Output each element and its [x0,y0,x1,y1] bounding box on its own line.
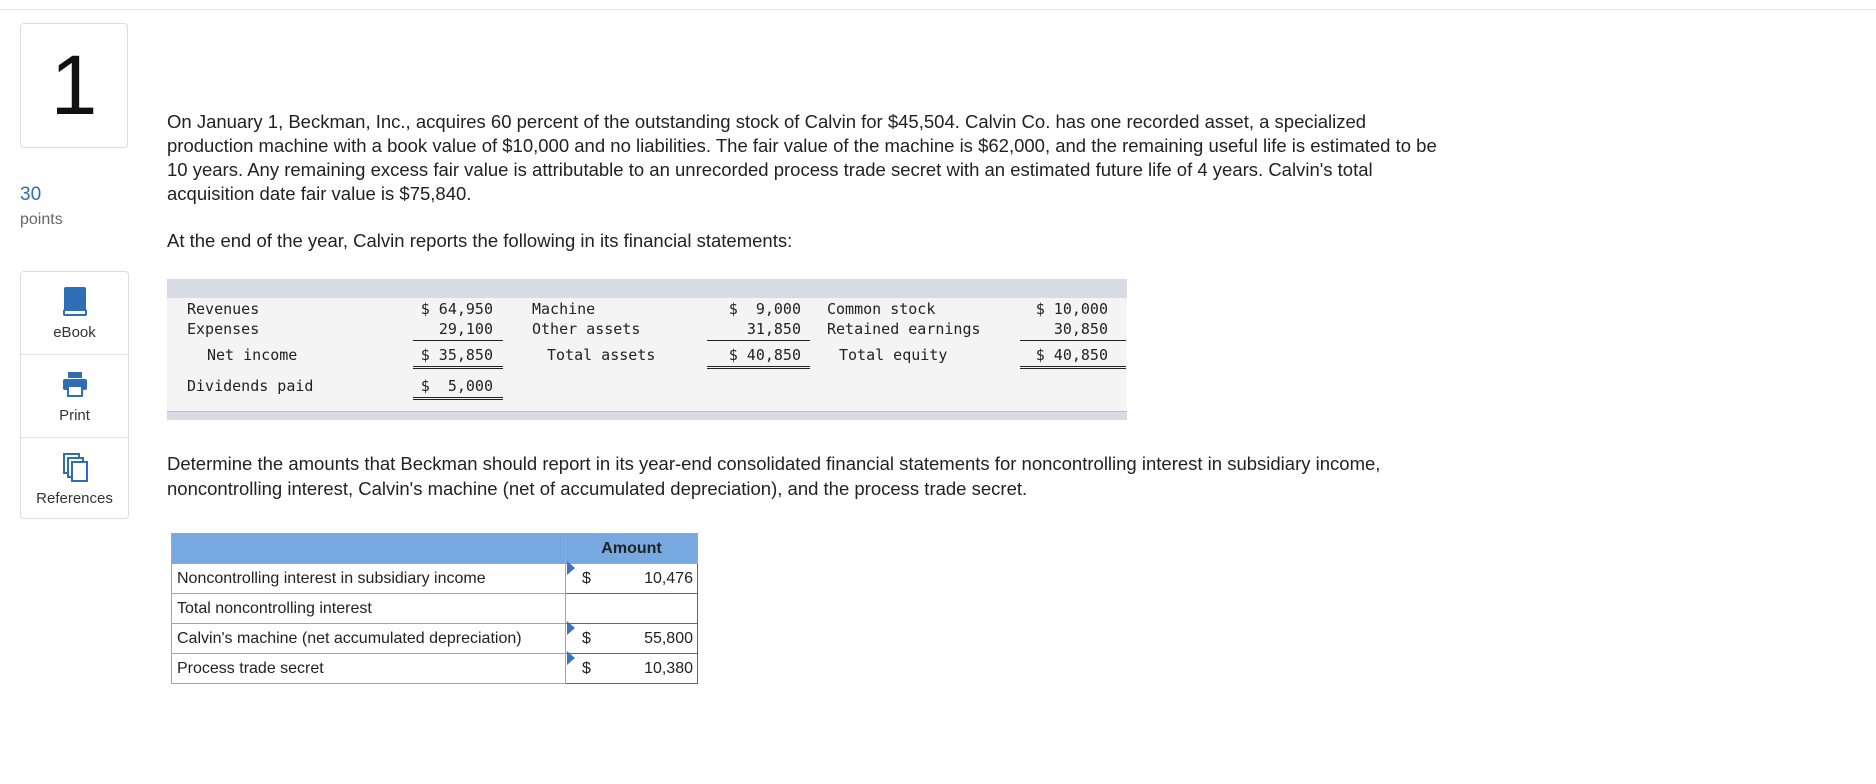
points-label: points [20,211,63,228]
ebook-button[interactable] [21,272,128,355]
total-equity-value-text: $ 40,850 [1035,346,1108,364]
machine-value [707,300,810,318]
machine-label: Machine [532,300,596,318]
answer-marker-icon [567,561,575,575]
answer-header-label [172,534,566,564]
financial-footer-band [167,411,1127,420]
expenses-value [413,320,503,341]
currency-symbol: $ [582,659,591,677]
amount-value: 55,800 [644,629,693,647]
common-stock-label: Common stock [827,300,936,318]
print-button[interactable] [21,355,128,438]
ebook-label: eBook [53,323,96,341]
currency-symbol: $ [582,629,591,647]
amount-value: 10,380 [644,659,693,677]
trade-secret-input[interactable] [566,654,698,684]
answer-row [172,654,698,684]
other-assets-value-text: 31,850 [746,320,801,338]
currency-symbol: $ [582,569,591,587]
expenses-label: Expenses [187,320,260,338]
answer-row-label: Total noncontrolling interest [172,594,566,624]
references-icon [61,452,89,482]
net-income-value [413,346,503,369]
references-button[interactable] [21,438,128,520]
total-nci-input[interactable] [566,594,698,624]
instructions: Determine the amounts that Beckman should report in its year-end consolidated financial statements for noncontrolling interest in subsidiary income, noncontrolling interest, Calvin's machine (net of accumulated depreciation), and the process trade secret. [167,453,1381,499]
retained-earnings-value-text: 30,850 [1053,320,1108,338]
answer-row [172,594,698,624]
amount-header: Amount [566,534,698,564]
answer-marker-icon [567,651,575,665]
problem-statement [167,110,1437,206]
retained-earnings-label: Retained earnings [827,320,981,338]
answer-row [172,624,698,654]
machine-net-input[interactable] [566,624,698,654]
dividends-label: Dividends paid [187,377,314,395]
question-number: 1 [50,38,98,132]
top-divider [0,9,1876,10]
other-assets-value [707,320,810,341]
machine-value-text: $ 9,000 [728,300,801,318]
common-stock-value-text: $ 10,000 [1035,300,1108,318]
total-assets-value [707,346,810,369]
answer-header-row [172,534,698,564]
answer-row-label: Calvin's machine (net accumulated depreciation) [172,624,566,654]
question-number-box [20,23,128,148]
ebook-icon [62,286,88,316]
answer-table [171,533,698,684]
references-label: References [36,489,113,507]
answer-row-label: Noncontrolling interest in subsidiary income [172,564,566,594]
net-income-value-text: $ 35,850 [420,346,493,364]
points-value: 30 [20,184,42,205]
financials-intro: At the end of the year, Calvin reports the following in its financial statements: [167,230,793,251]
financial-statements [167,279,1127,420]
tools-panel [20,271,129,519]
total-assets-value-text: $ 40,850 [728,346,801,364]
answer-row-label: Process trade secret [172,654,566,684]
total-equity-label: Total equity [839,346,948,364]
revenues-value: $ 64,950 [420,300,493,318]
amount-value: 10,476 [644,569,693,587]
financial-header-band [167,279,1127,298]
nci-income-input[interactable] [566,564,698,594]
revenues-label: Revenues [187,300,260,318]
other-assets-label: Other assets [532,320,641,338]
common-stock-value [1020,300,1126,318]
retained-earnings-value [1020,320,1126,341]
printer-icon [61,369,89,399]
print-label: Print [59,406,90,424]
dividends-value-text: $ 5,000 [420,377,493,395]
answer-row [172,564,698,594]
total-assets-label: Total assets [547,346,656,364]
total-equity-value [1020,346,1126,369]
expenses-value-text: 29,100 [438,320,493,338]
net-income-label: Net income [207,346,298,364]
problem-paragraph: On January 1, Beckman, Inc., acquires 60 percent of the outstanding stock of Calvin for $45,504. Calvin Co. has one recorded asset, a specialized production machine with a book value of $10,000 and no liabilities. The fair value of the machine is $62,000, and the remaining useful life is estimated to be 10 years. Any remaining excess fair value is attributable to an unrecorded process trade secret with an estimated future life of 4 years. Calvin's total acquisition date fair value is $75,840. [167,111,1437,204]
answer-marker-icon [567,621,575,635]
dividends-value [413,377,503,400]
